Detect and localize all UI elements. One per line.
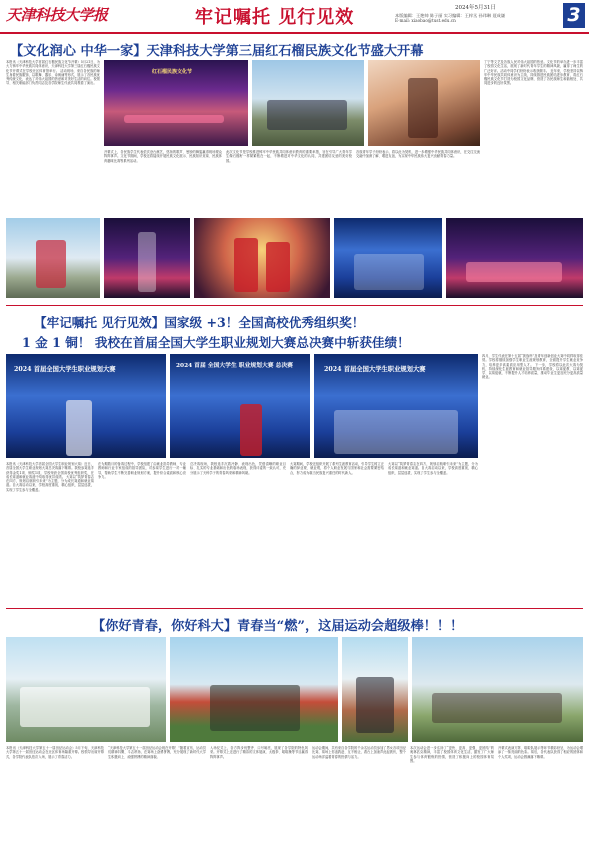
finale-stage-photo bbox=[446, 218, 583, 298]
page-slogan: 牢记嘱托 见行见效 bbox=[195, 7, 355, 28]
editor-credits bbox=[395, 13, 560, 24]
story1-text-2: 开幕式上，各民族学生代表依次登台献艺，悠扬的歌声、曼妙的舞姿赢得现场观众阵阵掌声。文化节期间，学校还将陆续开展民族文化展示、民族知识竞赛、民族体育趣味比赛等系列活动。 bbox=[104, 150, 222, 163]
issue-date: 2024年5月31日 bbox=[455, 5, 496, 11]
story1-text-5: 近年来，学校坚持以铸牢中华民族共同体意识为主线，持续推进民族团结进步教育，将红石榴民族文化节打造为校园文化品牌，营造了各民族师生和谐相处、共同进步的良好氛围。 bbox=[484, 68, 583, 86]
contest-banner-2: 2024 首届 全国大学生 职业规划大赛 总决赛 bbox=[176, 363, 293, 369]
story2-column-4 bbox=[290, 462, 384, 602]
editor-names: 本版编辑：王艳帅 陈子丽 实习编辑：王梓丞 孙玮琳 聂成谦 bbox=[395, 13, 506, 18]
editor-email[interactable]: E-mail: xiaobao@tust.edu.cn bbox=[395, 18, 456, 24]
story2-column-5 bbox=[388, 462, 478, 602]
story3-text-4: 运动会期间，共有来自各学院的千余名运动员参加了男女各项田径比赛，赛场上你追我赶、互不相让，看台上加油声此起彼伏，整个运动场洋溢着青春的热情与活力。 bbox=[312, 746, 406, 759]
story1-text-3: 此次文化节是学校推进铸牢中华民族共同体意识教育的重要举措，旨在引导广大青年学生像石榴籽一样紧紧抱在一起，不断增进对中华文化的认同，共建团结友爱的美好校园。 bbox=[226, 150, 352, 163]
story3-column-3 bbox=[210, 746, 308, 850]
story2-headline-1: 【牢记嘱托 见行见效】国家级 +3！全国高校优秀组织奖！ bbox=[34, 315, 365, 330]
story1-column-1 bbox=[6, 60, 100, 213]
masthead bbox=[0, 0, 589, 34]
story3-text-1: 本报讯（天津科技大学第五十一届田径运动会）5月下旬，天津科技大学第五十一届田径运动会在北区体育场隆重开幕。校领导出席开幕式，各学院代表队依次入场，展示了青春活力。 bbox=[6, 746, 104, 759]
story2-column-7 bbox=[482, 354, 583, 600]
story2-text-7: 四月，学生代表在第十五届“挑战杯”及青年创新创业大赛中同样取得佳绩。学校将继续加强学生职业生涯规划教育，全面提升学生就业竞争力，培养更多高素质应用型人才。 bbox=[482, 354, 583, 367]
story2-column-3 bbox=[190, 462, 286, 602]
story2-column-2 bbox=[98, 462, 186, 602]
story2-text-3: 在为期数月的备赛过程中，学校组建了由就业指导教师、专业教师和行业专家组成的指导团队，对参赛学生进行一对一辅导，帮助学生不断完善职业规划方案，提升综合素质和核心竞争力。 bbox=[98, 462, 186, 479]
story2-text-2b: 大赛以“筑梦青春志在四方，规划启航职引未来”为主题，分为成长赛道和就业赛道。自大赛启动以来，学校高度重视，精心组织，层层选拔，实现了学生参与全覆盖。 bbox=[388, 462, 478, 475]
story1-lede: 本报讯（天津科技大学首届红石榴民族文化节开幕）5月21日，为大力铸牢中华民族共同体意识，天津科技大学第三届红石榴民族文化节开幕式在学校北区体育馆举行。 bbox=[6, 60, 100, 73]
story1-text-1: 活动现场，来自各民族的师生身着民族服饰，以歌舞、器乐、诗朗诵等形式，展示了各民族优秀传统文化，表达了对伟大祖国的热爱和对美好生活的向往。校领导、相关职能部门负责同志及各学院师生代表共同观看了演出。 bbox=[6, 68, 100, 86]
festival-banner: 红石榴民族文化节 bbox=[152, 69, 193, 75]
dancers-outdoor-photo bbox=[6, 218, 100, 298]
contest-banner-3: 2024 首届全国大学生职业规划大赛 bbox=[324, 366, 426, 373]
story2-text-2: 大赛以“筑梦青春志在四方，规划启航职引未来”为主题，分为成长赛道和就业赛道。自大赛启动以来，学校高度重视，精心组织，层层选拔，实现了学生参与全覆盖。 bbox=[6, 474, 94, 492]
singer-stage-photo bbox=[104, 218, 190, 298]
story3-text-2: “天津科技大学第五十一届田径运动会现在开幕！”随着宣布，运动员们精神抖擞、斗志昂扬，在赛场上奋勇拼搏，充分展现了新时代大学生积极向上、顽强拼搏的精神面貌。 bbox=[108, 746, 206, 759]
march-parade-photo bbox=[170, 637, 338, 742]
story3-column-1 bbox=[6, 746, 104, 850]
story1-column-3 bbox=[226, 150, 352, 214]
story3-text-6: 开幕式表演方阵、啦啦队展示等环节精彩纷呈，为运动会增添了一抹亮丽的色彩。赛后，各代表队获得了相应的团体和个人奖项，运动会圆满落下帷幕。 bbox=[498, 746, 583, 759]
group-dance-photo bbox=[334, 218, 442, 298]
story1-headline: 【文化润心 中华一家】天津科技大学第三届红石榴民族文化节盛大开幕 bbox=[10, 44, 424, 59]
group-award-photo bbox=[314, 354, 478, 458]
story1-column-4 bbox=[356, 150, 480, 214]
dignitaries-photo bbox=[252, 60, 364, 146]
performer-photo bbox=[368, 60, 480, 146]
story1-text-6: 丁宁等文艺及各族人民对伟大祖国的热爱。文化节的举办进一步丰富了校园文化生活，展现了新时代青年学生的精神风貌，赢得了师生的广泛好评。活动中同学们纷纷表示收获颇丰。 bbox=[484, 60, 583, 73]
story1-column-5 bbox=[484, 60, 583, 213]
cheer-team-photo bbox=[342, 637, 408, 742]
story2-column-1 bbox=[6, 462, 94, 602]
race-start-photo bbox=[412, 637, 583, 742]
section-divider-2 bbox=[6, 608, 583, 609]
story3-column-6 bbox=[498, 746, 583, 850]
story2-text-4: 总决赛现场，我校选手沉着冷静、表现出色，凭借清晰的职业目标、扎实的专业基础和出色的临场表现，获得评委的一致认可，充分展示了天科学子的青春风采和精神风貌。 bbox=[190, 462, 286, 475]
section-divider bbox=[6, 305, 583, 306]
tai-chi-photo bbox=[6, 637, 166, 742]
contest-banner-1: 2024 首届全国大学生职业规划大赛 bbox=[14, 366, 116, 373]
story3-headline: 【你好青春，你好科大】青春当“燃”，这届运动会超级棒！！！ bbox=[92, 619, 464, 634]
story1-column-2 bbox=[104, 150, 222, 214]
newspaper-logo: 天津科技大学报 bbox=[6, 6, 108, 24]
story2-text-1: 本报讯（天津科技大学首届全国大学生职业规划大赛）近日，首届全国大学生职业规划大赛总决赛落下帷幕。我校参赛选手获得金奖1项、铜奖1项，学校荣获全国高校优秀组织奖，在成长赛道和就业赛道中均取得优异成绩。 bbox=[6, 462, 94, 479]
award-winner-photo bbox=[170, 354, 310, 458]
story1-text-4: 各族青年学子纷纷表示，将以此为契机，进一步增强中华民族共同体意识，在交往交流交融中加深了解、增进友谊，为实现中华民族伟大复兴贡献青春力量。 bbox=[356, 150, 480, 159]
dance-performance-photo bbox=[194, 218, 330, 298]
story3-column-5 bbox=[410, 746, 494, 850]
story2-headline-2: 1 金 1 铜！ 我校在首届全国大学生职业规划大赛总决赛中斩获佳绩！ bbox=[22, 335, 410, 350]
story2-text-6: 下一步，学校将以此次大赛为契机，持续深化生涯教育和就业指导服务体系建设，以赛促教、以赛促学、以赛促就，不断提升人才培养质量，推动毕业生更加充分更高质量就业。 bbox=[482, 362, 583, 380]
story3-column-2 bbox=[108, 746, 206, 850]
story2-text-5: 大赛期间，学校还组织开展了系列生涯教育活动，引导学生树立正确的择业观、就业观，将个人职业发展与国家和社会需要紧密结合，努力成为堪当民族复兴重任的时代新人。 bbox=[290, 462, 384, 475]
story3-column-4 bbox=[312, 746, 406, 850]
contestant-on-stage-photo bbox=[6, 354, 166, 458]
story3-text-3: 入场仪式上，各方阵步伐整齐、口号响亮，展现了各学院的特色风采。开幕式上还进行了精彩的文体展演，太极拳、啦啦操等节目赢得阵阵掌声。 bbox=[210, 746, 308, 759]
story3-text-5: 本次运动会进一步弘扬了“更快、更高、更强、更团结”的奥林匹克精神，丰富了校园体育文化生活，激发了广大师生参与体育锻炼的热情，营造了积极向上的校园体育氛围。 bbox=[410, 746, 494, 763]
page-number: 3 bbox=[563, 3, 585, 28]
opening-ceremony-photo bbox=[104, 60, 248, 146]
